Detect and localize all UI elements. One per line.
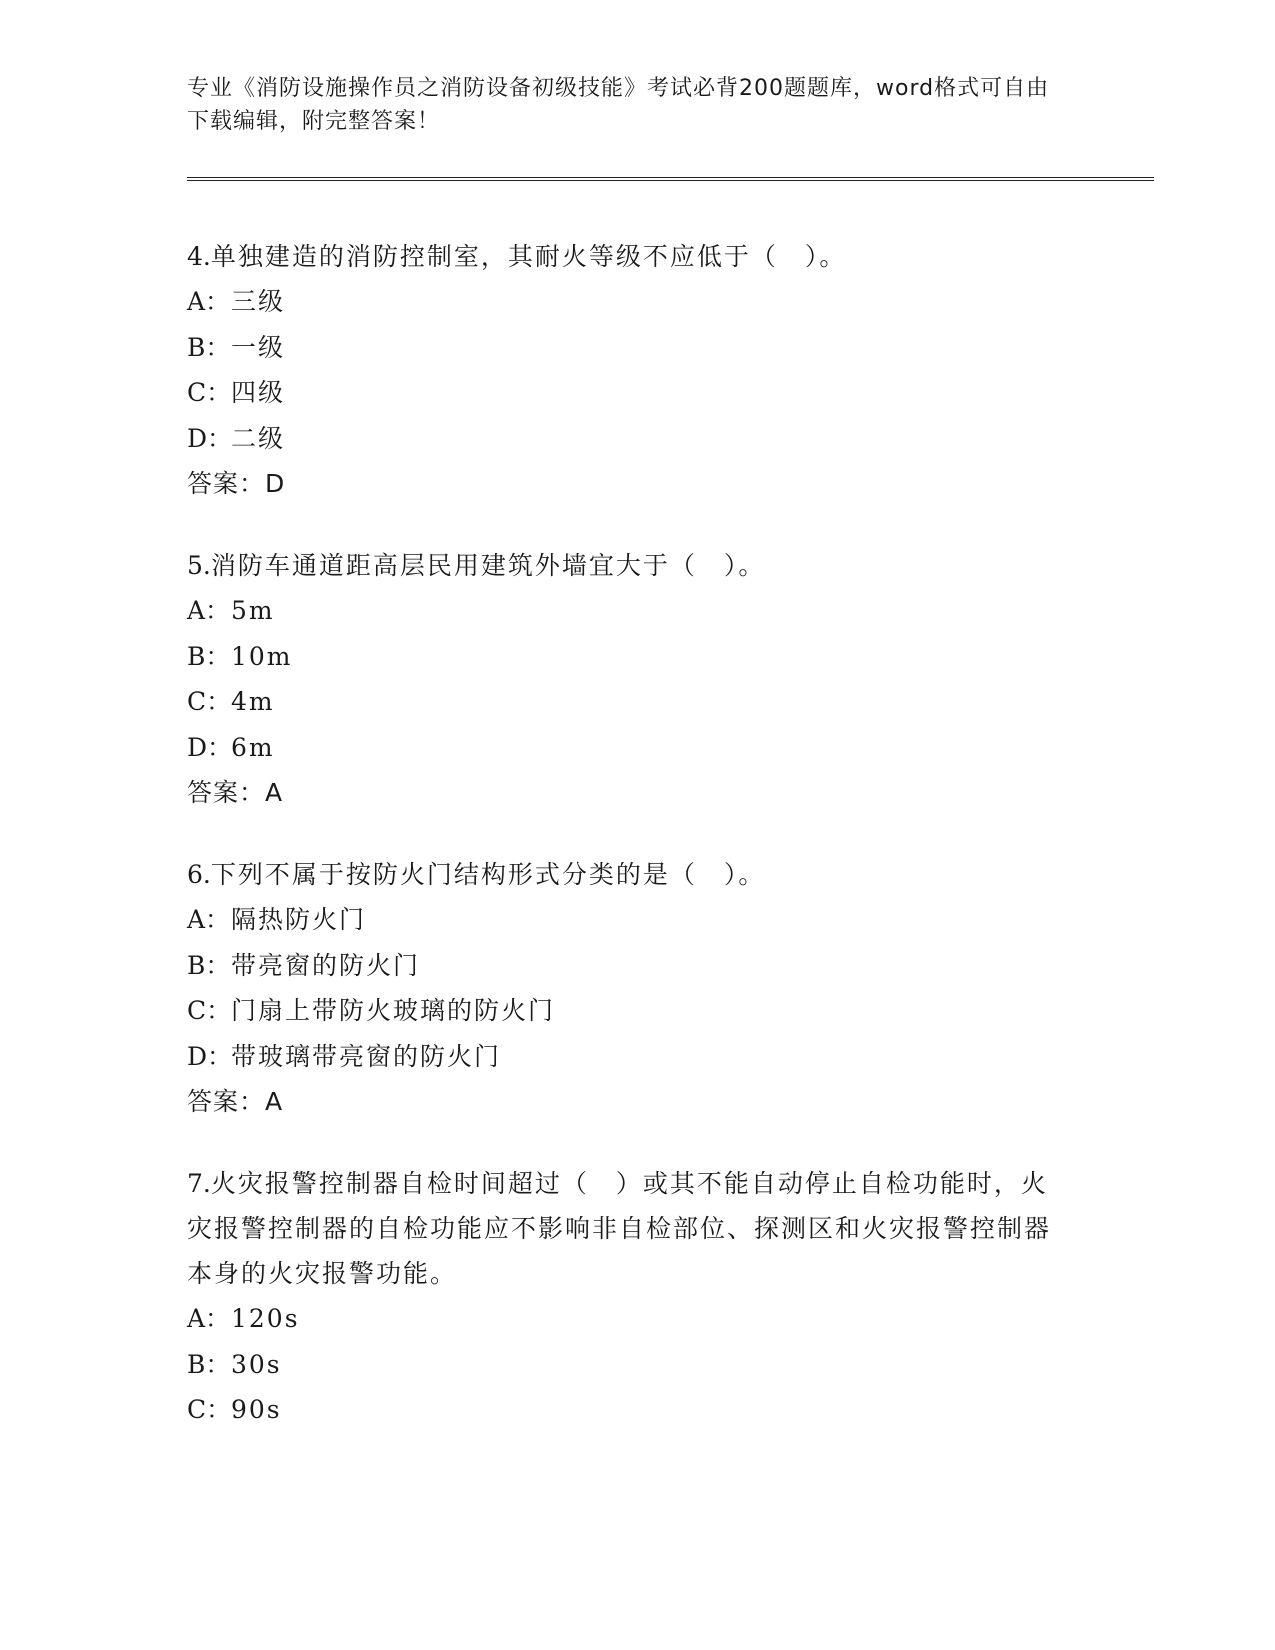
option-a (187, 588, 1067, 634)
option-a (187, 279, 1067, 325)
option-key: B： (187, 950, 231, 980)
question-number: 6. (187, 860, 211, 889)
option-key: A： (187, 905, 231, 934)
option-text: 门扇上带防火玻璃的防火门 (231, 996, 556, 1025)
question-5 (187, 543, 1067, 815)
option-d (187, 1034, 1067, 1080)
question-text: 下列不属于按防火门结构形式分类的是（ ）。 (210, 860, 766, 889)
option-key: D： (187, 423, 233, 453)
option-text: 带玻璃带亮窗的防火门 (231, 1041, 502, 1071)
header-title: 专业《消防设施操作员之消防设备初级技能》考试必背200题题库，word格式可自由下载编辑，附完整答案！ (187, 76, 1050, 134)
option-text: 10m (231, 641, 293, 671)
question-stem (187, 1161, 1067, 1296)
question-number: 7. (187, 1169, 211, 1198)
option-text: 120s (231, 1304, 300, 1333)
answer-value: D (265, 469, 286, 498)
answer-line (187, 770, 1067, 815)
option-text: 四级 (231, 378, 286, 407)
option-text: 三级 (231, 287, 286, 316)
answer-line (187, 461, 1067, 506)
option-text: 90s (231, 1395, 282, 1424)
question-text: 单独建造的消防控制室，其耐火等级不应低于（ ）。 (210, 242, 847, 271)
option-key: B： (187, 1349, 231, 1379)
document-header (187, 72, 1067, 138)
option-key: A： (187, 1304, 231, 1333)
option-b (187, 1342, 1067, 1388)
option-c (187, 679, 1067, 725)
header-double-rule (187, 177, 1154, 181)
option-key: C： (187, 996, 232, 1025)
answer-value: A (265, 778, 284, 807)
option-key: C： (187, 378, 232, 407)
answer-label: 答案： (187, 1087, 266, 1116)
option-key: A： (187, 596, 231, 625)
question-4 (187, 234, 1067, 506)
question-stem (187, 234, 1067, 279)
option-text: 带亮窗的防火门 (231, 950, 421, 980)
option-key: D： (187, 732, 233, 762)
option-text: 30s (231, 1349, 282, 1379)
option-b (187, 943, 1067, 989)
question-text: 火灾报警控制器自检时间超过（ ）或其不能自动停止自检功能时，火灾报警控制器的自检功能应不影响非自检部位、探测区和火灾报警控制器本身的火灾报警功能。 (187, 1169, 1052, 1288)
question-list (187, 234, 1067, 1470)
option-text: 二级 (231, 423, 286, 453)
option-text: 5m (231, 596, 275, 625)
option-b (187, 325, 1067, 371)
answer-label: 答案： (187, 778, 266, 807)
option-text: 4m (231, 687, 275, 716)
option-key: D： (187, 1041, 233, 1071)
question-number: 4. (187, 242, 211, 271)
answer-value: A (265, 1087, 284, 1116)
option-c (187, 1387, 1067, 1433)
option-d (187, 725, 1067, 771)
option-key: B： (187, 641, 231, 671)
option-c (187, 370, 1067, 416)
question-6 (187, 852, 1067, 1124)
answer-label: 答案： (187, 469, 266, 498)
option-d (187, 416, 1067, 462)
question-stem (187, 543, 1067, 588)
option-a (187, 1296, 1067, 1342)
option-text: 一级 (231, 332, 286, 362)
question-7 (187, 1161, 1067, 1433)
option-key: B： (187, 332, 231, 362)
option-key: C： (187, 1395, 232, 1424)
option-a (187, 897, 1067, 943)
question-text: 消防车通道距高层民用建筑外墙宜大于（ ）。 (210, 551, 766, 580)
answer-line (187, 1079, 1067, 1124)
option-key: A： (187, 287, 231, 316)
option-key: C： (187, 687, 232, 716)
option-text: 隔热防火门 (231, 905, 367, 934)
option-c (187, 988, 1067, 1034)
option-text: 6m (231, 732, 275, 762)
question-number: 5. (187, 551, 211, 580)
option-b (187, 634, 1067, 680)
question-stem (187, 852, 1067, 897)
